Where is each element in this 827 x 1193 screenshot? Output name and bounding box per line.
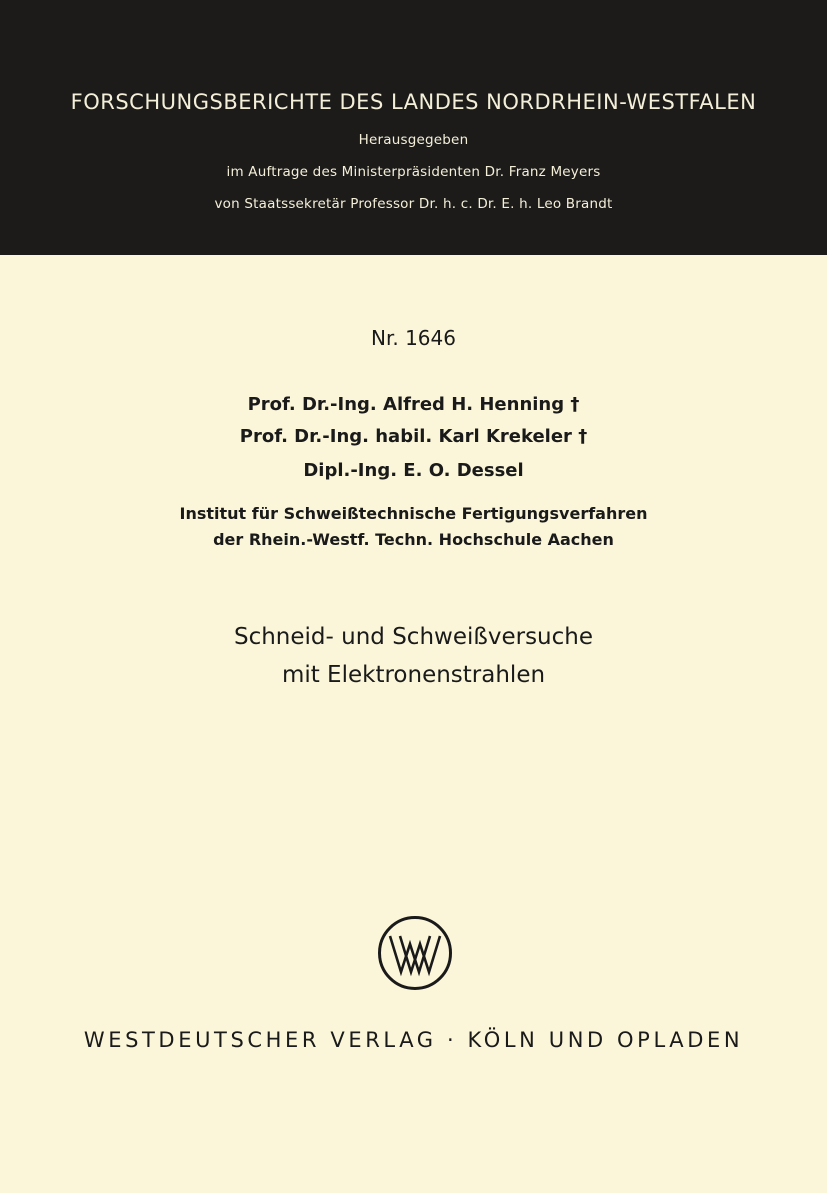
author-1: Prof. Dr.-Ing. Alfred H. Henning †: [247, 394, 580, 415]
book-title-line-1: Schneid- und Schweißversuche: [233, 624, 594, 650]
publisher-logo-icon: [376, 914, 454, 992]
institute-line-1: Institut für Schweißtechnische Fertigungsverfahren: [179, 504, 648, 523]
editor-line-1: Herausgegeben: [358, 132, 469, 148]
editor-line-2: im Auftrage des Ministerpräsidenten Dr. Franz Meyers: [226, 164, 601, 180]
publisher-line: WESTDEUTSCHER VERLAG · KÖLN UND OPLADEN: [83, 1028, 744, 1052]
series-header: [0, 0, 827, 255]
author-2: Prof. Dr.-Ing. habil. Karl Krekeler †: [239, 426, 588, 447]
book-title-line-2: mit Elektronenstrahlen: [281, 662, 546, 688]
editor-line-3: von Staatssekretär Professor Dr. h. c. Dr. E. h. Leo Brandt: [214, 196, 613, 212]
institute-line-2: der Rhein.-Westf. Techn. Hochschule Aachen: [213, 530, 614, 549]
series-title: FORSCHUNGSBERICHTE DES LANDES NORDRHEIN-WESTFALEN: [70, 90, 757, 114]
author-3: Dipl.-Ing. E. O. Dessel: [303, 460, 524, 481]
report-number: Nr. 1646: [371, 326, 456, 350]
